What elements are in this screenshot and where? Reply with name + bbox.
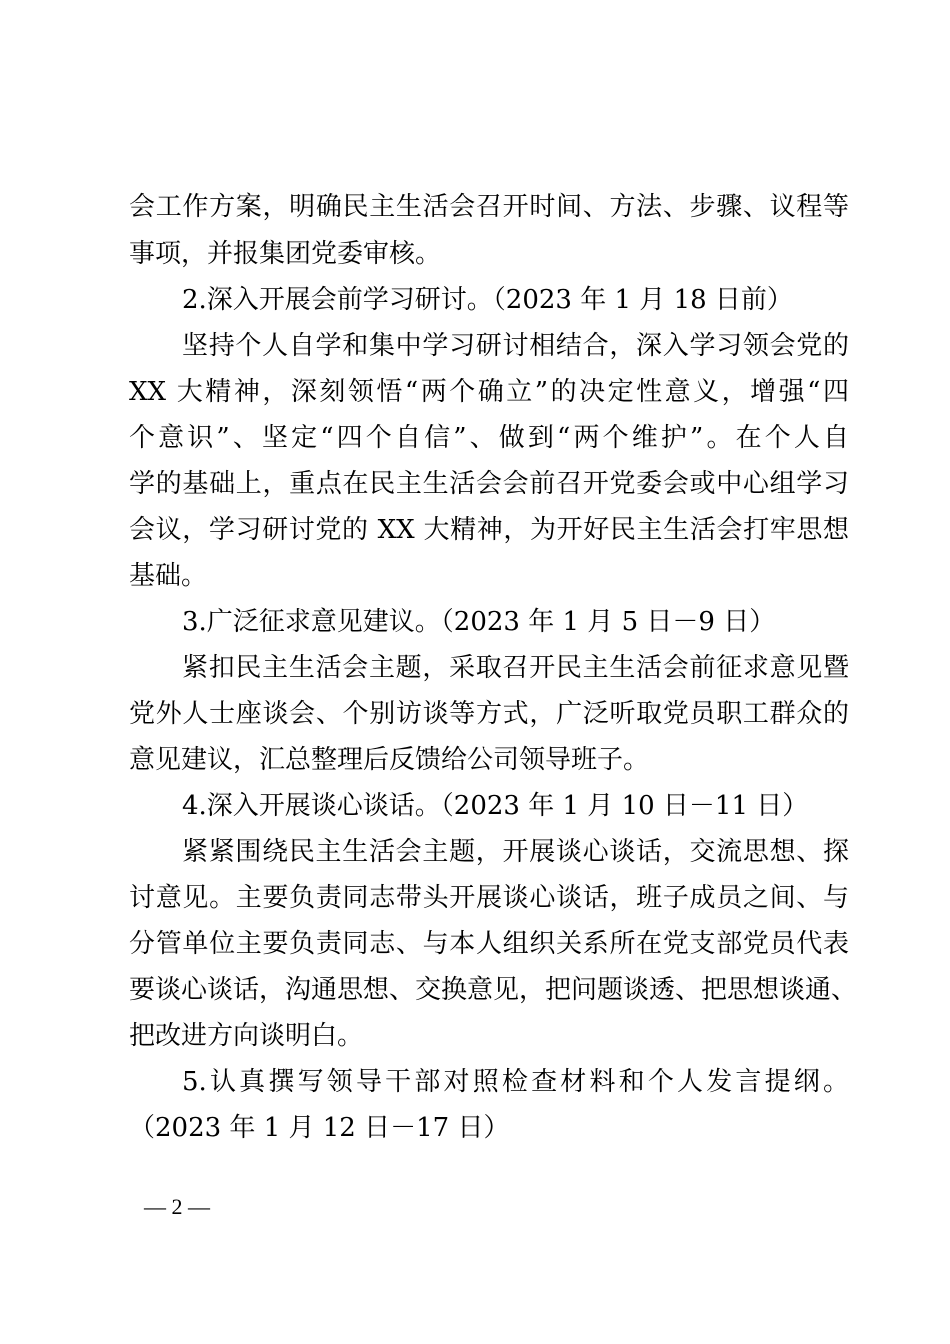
text-line-13: 意见建议，汇总整理后反馈给公司领导班子。 bbox=[129, 745, 650, 775]
section-heading-2: 2.深入开展会前学习研讨。（2023 年 1 月 18 日前） bbox=[182, 285, 793, 315]
text-line-16: 讨意见。主要负责同志带头开展谈心谈话，班子成员之间、与 bbox=[129, 883, 849, 913]
section-heading-3: 3.广泛征求意见建议。（2023 年 1 月 5 日－9 日） bbox=[182, 607, 776, 637]
text-line-1: 会工作方案，明确民主生活会召开时间、方法、步骤、议程等 bbox=[129, 192, 849, 222]
page-number: — 2 — bbox=[144, 1194, 210, 1219]
text-line-11: 紧扣民主生活会主题，采取召开民主生活会前征求意见暨 bbox=[182, 653, 849, 683]
text-line-6: 个意识”、坚定“四个自信”、做到“两个维护”。在个人自 bbox=[129, 423, 849, 453]
text-line-8: 会议，学习研讨党的 XX 大精神，为开好民主生活会打牢思想 bbox=[129, 515, 849, 545]
text-line-12: 党外人士座谈会、个别访谈等方式，广泛听取党员职工群众的 bbox=[129, 699, 849, 729]
text-line-4: 坚持个人自学和集中学习研讨相结合，深入学习领会党的 bbox=[182, 331, 849, 361]
text-line-17: 分管单位主要负责同志、与本人组织关系所在党支部党员代表 bbox=[129, 929, 849, 959]
text-line-7: 学的基础上，重点在民主生活会会前召开党委会或中心组学习 bbox=[129, 469, 849, 499]
text-line-2: 事项，并报集团党委审核。 bbox=[129, 239, 442, 269]
text-line-21: （2023 年 1 月 12 日－17 日） bbox=[129, 1113, 510, 1143]
text-line-15: 紧紧围绕民主生活会主题，开展谈心谈话，交流思想、探 bbox=[182, 837, 849, 867]
section-heading-4: 4.深入开展谈心谈话。（2023 年 1 月 10 日－11 日） bbox=[182, 791, 809, 821]
text-line-18: 要谈心谈话，沟通思想、交换意见，把问题谈透、把思想谈通、 bbox=[129, 975, 858, 1005]
text-line-9: 基础。 bbox=[129, 561, 208, 591]
section-heading-5: 5.认真撰写领导干部对照检查材料和个人发言提纲。 bbox=[182, 1067, 849, 1097]
text-line-5: XX 大精神，深刻领悟“两个确立”的决定性意义，增强“四 bbox=[129, 377, 849, 407]
text-line-19: 把改进方向谈明白。 bbox=[129, 1021, 364, 1051]
